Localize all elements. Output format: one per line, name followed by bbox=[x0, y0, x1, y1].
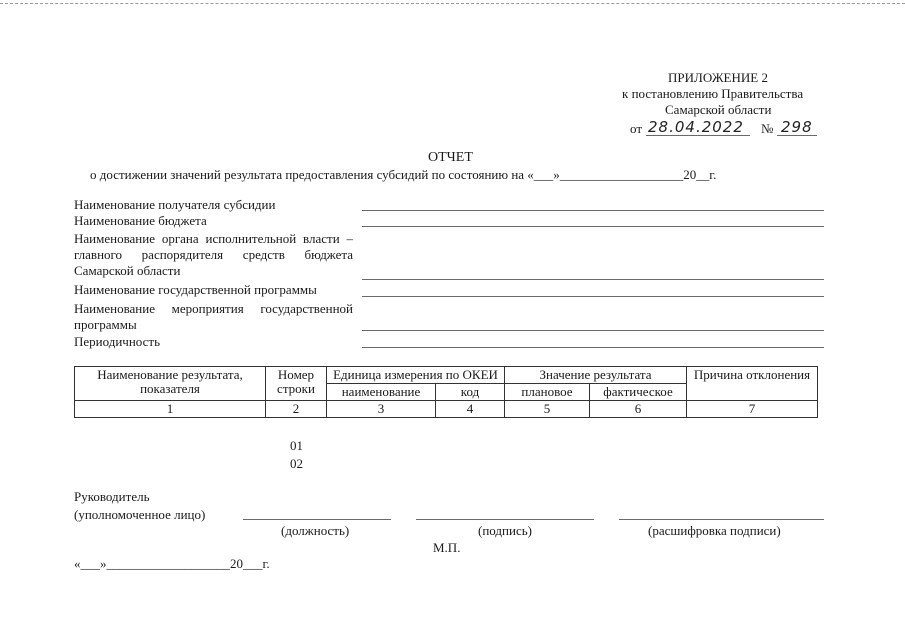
field-budget-line bbox=[362, 226, 824, 227]
report-subtitle: о достижении значений результата предоставления субсидий по состоянию на «___»___________________20__г. bbox=[90, 167, 717, 182]
header-value-fact: фактическое bbox=[590, 384, 687, 401]
header-unit-name: наименование bbox=[327, 384, 436, 401]
number-underline bbox=[777, 135, 817, 136]
results-table bbox=[74, 366, 818, 418]
signature-date-line: «___»___________________20___г. bbox=[74, 556, 270, 571]
signature-head-label: Руководитель bbox=[74, 489, 150, 504]
sign-line bbox=[416, 519, 594, 520]
header-row-number: Номер строки bbox=[266, 367, 327, 401]
appendix-line-1: к постановлению Правительства bbox=[622, 86, 804, 101]
row-code-01: 01 bbox=[290, 438, 303, 453]
header-unit-code: код bbox=[436, 384, 505, 401]
number-cell: 1 bbox=[75, 401, 266, 418]
number-cell: 6 bbox=[590, 401, 687, 418]
decode-caption: (расшифровка подписи) bbox=[648, 523, 781, 538]
header-result: Наименование результата, показателя bbox=[75, 367, 266, 401]
scan-edge-line bbox=[0, 3, 905, 4]
appendix-date-prefix: от bbox=[630, 121, 643, 136]
signature-authorized-label: (уполномоченное лицо) bbox=[74, 507, 206, 522]
field-periodicity-label: Периодичность bbox=[74, 334, 161, 349]
field-budget-label: Наименование бюджета bbox=[74, 213, 207, 228]
header-value-plan: плановое bbox=[505, 384, 590, 401]
number-cell: 4 bbox=[436, 401, 505, 418]
position-line bbox=[243, 519, 391, 520]
appendix-number-handwritten: 298 bbox=[781, 118, 813, 136]
number-cell: 3 bbox=[327, 401, 436, 418]
field-recipient-line bbox=[362, 210, 824, 211]
field-event-line bbox=[362, 330, 824, 331]
number-cell: 5 bbox=[505, 401, 590, 418]
appendix-number-prefix: № bbox=[761, 121, 774, 136]
number-cell: 7 bbox=[687, 401, 818, 418]
row-code-02: 02 bbox=[290, 456, 303, 471]
stamp-mark: М.П. bbox=[433, 540, 461, 555]
sign-caption: (подпись) bbox=[478, 523, 532, 538]
decode-line bbox=[619, 519, 824, 520]
field-program-label: Наименование государственной программы bbox=[74, 282, 317, 297]
appendix-title: ПРИЛОЖЕНИЕ 2 bbox=[668, 70, 768, 85]
report-title: ОТЧЕТ bbox=[428, 150, 473, 165]
field-event-label: Наименование мероприятия государственной программы bbox=[74, 301, 353, 332]
header-value: Значение результата bbox=[505, 367, 687, 384]
appendix-date-handwritten: 28.04.2022 bbox=[648, 118, 744, 136]
header-unit: Единица измерения по ОКЕИ bbox=[327, 367, 505, 384]
field-program-line bbox=[362, 296, 824, 297]
field-recipient-label: Наименование получателя субсидии bbox=[74, 197, 276, 212]
field-periodicity-line bbox=[362, 347, 824, 348]
field-authority-line bbox=[362, 279, 824, 280]
field-authority-label: Наименование органа исполнительной власти – главного распорядителя средств бюджета Самарской области bbox=[74, 231, 353, 278]
appendix-line-2: Самарской области bbox=[665, 102, 772, 117]
date-underline bbox=[646, 135, 750, 136]
header-reason: Причина отклонения bbox=[687, 367, 818, 401]
number-cell: 2 bbox=[266, 401, 327, 418]
position-caption: (должность) bbox=[281, 523, 350, 538]
